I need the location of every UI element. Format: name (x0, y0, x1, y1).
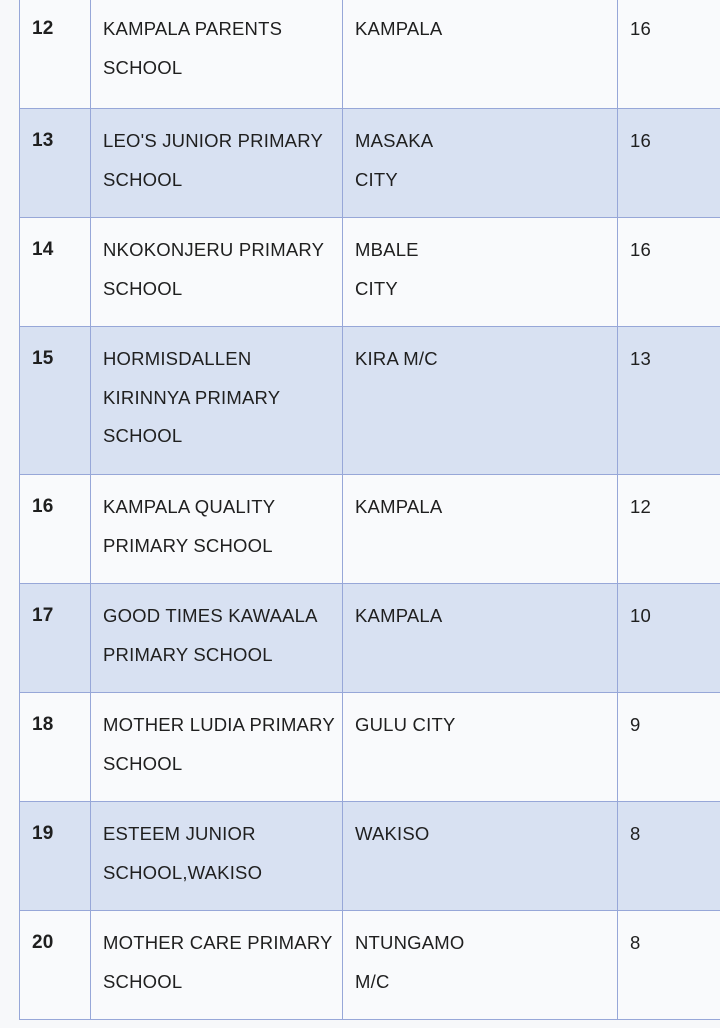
score-cell: 12 (618, 475, 720, 584)
school-name-line: SCHOOL (103, 277, 183, 299)
table-row (20, 109, 720, 218)
school-name-cell (91, 693, 343, 802)
location-line: KAMPALA (355, 496, 443, 517)
score-cell: 16 (618, 218, 720, 327)
score-cell: 9 (618, 693, 720, 802)
location-cell (343, 0, 618, 109)
location-cell (343, 584, 618, 693)
location-line: WAKISO (355, 823, 430, 844)
score-cell: 10 (618, 584, 720, 693)
school-name-line: SCHOOL (103, 752, 183, 774)
location-cell (343, 693, 618, 802)
score-cell: 16 (618, 0, 720, 109)
location-line: CITY (355, 277, 398, 299)
school-name-cell (91, 109, 343, 218)
rank-cell: 19 (20, 802, 91, 911)
results-table-container (19, 0, 720, 1020)
location-line: MBALE (355, 239, 419, 260)
location-cell (343, 327, 618, 475)
table-row (20, 802, 720, 911)
school-name-line: PRIMARY SCHOOL (103, 534, 273, 556)
location-cell (343, 109, 618, 218)
table-row (20, 218, 720, 327)
score-cell: 13 (618, 327, 720, 475)
table-row (20, 911, 720, 1020)
location-cell (343, 475, 618, 584)
rank-cell: 17 (20, 584, 91, 693)
school-name-line: LEO'S JUNIOR PRIMARY (103, 130, 323, 151)
school-name-cell (91, 327, 343, 475)
school-name-line: SCHOOL (103, 56, 183, 78)
school-name-line: MOTHER CARE PRIMARY (103, 932, 333, 953)
table-row (20, 327, 720, 475)
school-name-line: ESTEEM JUNIOR (103, 823, 256, 844)
school-name-line: HORMISDALLEN (103, 348, 252, 369)
location-line: KIRA M/C (355, 348, 438, 369)
school-name-line: SCHOOL (103, 425, 183, 446)
school-name-cell (91, 802, 343, 911)
rank-cell: 15 (20, 327, 91, 475)
location-line: CITY (355, 168, 398, 190)
location-cell (343, 218, 618, 327)
location-line: KAMPALA (355, 18, 443, 39)
location-cell (343, 802, 618, 911)
table-row (20, 693, 720, 802)
school-name-cell (91, 584, 343, 693)
school-name-line: GOOD TIMES KAWAALA (103, 605, 318, 626)
rank-cell: 20 (20, 911, 91, 1020)
school-name-cell (91, 911, 343, 1020)
school-name-line: SCHOOL,WAKISO (103, 861, 263, 883)
rank-cell: 16 (20, 475, 91, 584)
location-line: MASAKA (355, 130, 434, 151)
school-name-line: NKOKONJERU PRIMARY (103, 239, 325, 260)
location-line: KAMPALA (355, 605, 443, 626)
school-name-line: KAMPALA QUALITY (103, 496, 276, 517)
location-cell (343, 911, 618, 1020)
table-row (20, 0, 720, 109)
rank-cell: 18 (20, 693, 91, 802)
school-name-line: SCHOOL (103, 970, 183, 992)
school-name-cell (91, 475, 343, 584)
score-cell: 16 (618, 109, 720, 218)
rank-cell: 14 (20, 218, 91, 327)
school-name-line: KAMPALA PARENTS (103, 18, 283, 39)
score-cell: 8 (618, 911, 720, 1020)
rank-cell: 12 (20, 0, 91, 109)
table-row (20, 584, 720, 693)
school-name-line: MOTHER LUDIA PRIMARY (103, 714, 335, 735)
location-line: M/C (355, 970, 390, 992)
school-name-cell (91, 0, 343, 109)
rank-cell: 13 (20, 109, 91, 218)
score-cell: 8 (618, 802, 720, 911)
location-line: NTUNGAMO (355, 932, 465, 953)
table-row (20, 475, 720, 584)
location-line: GULU CITY (355, 714, 456, 735)
school-name-line: PRIMARY SCHOOL (103, 643, 273, 665)
school-name-cell (91, 218, 343, 327)
school-name-line: KIRINNYA PRIMARY (103, 386, 281, 408)
school-ranking-table (19, 0, 720, 1020)
school-name-line: SCHOOL (103, 168, 183, 190)
